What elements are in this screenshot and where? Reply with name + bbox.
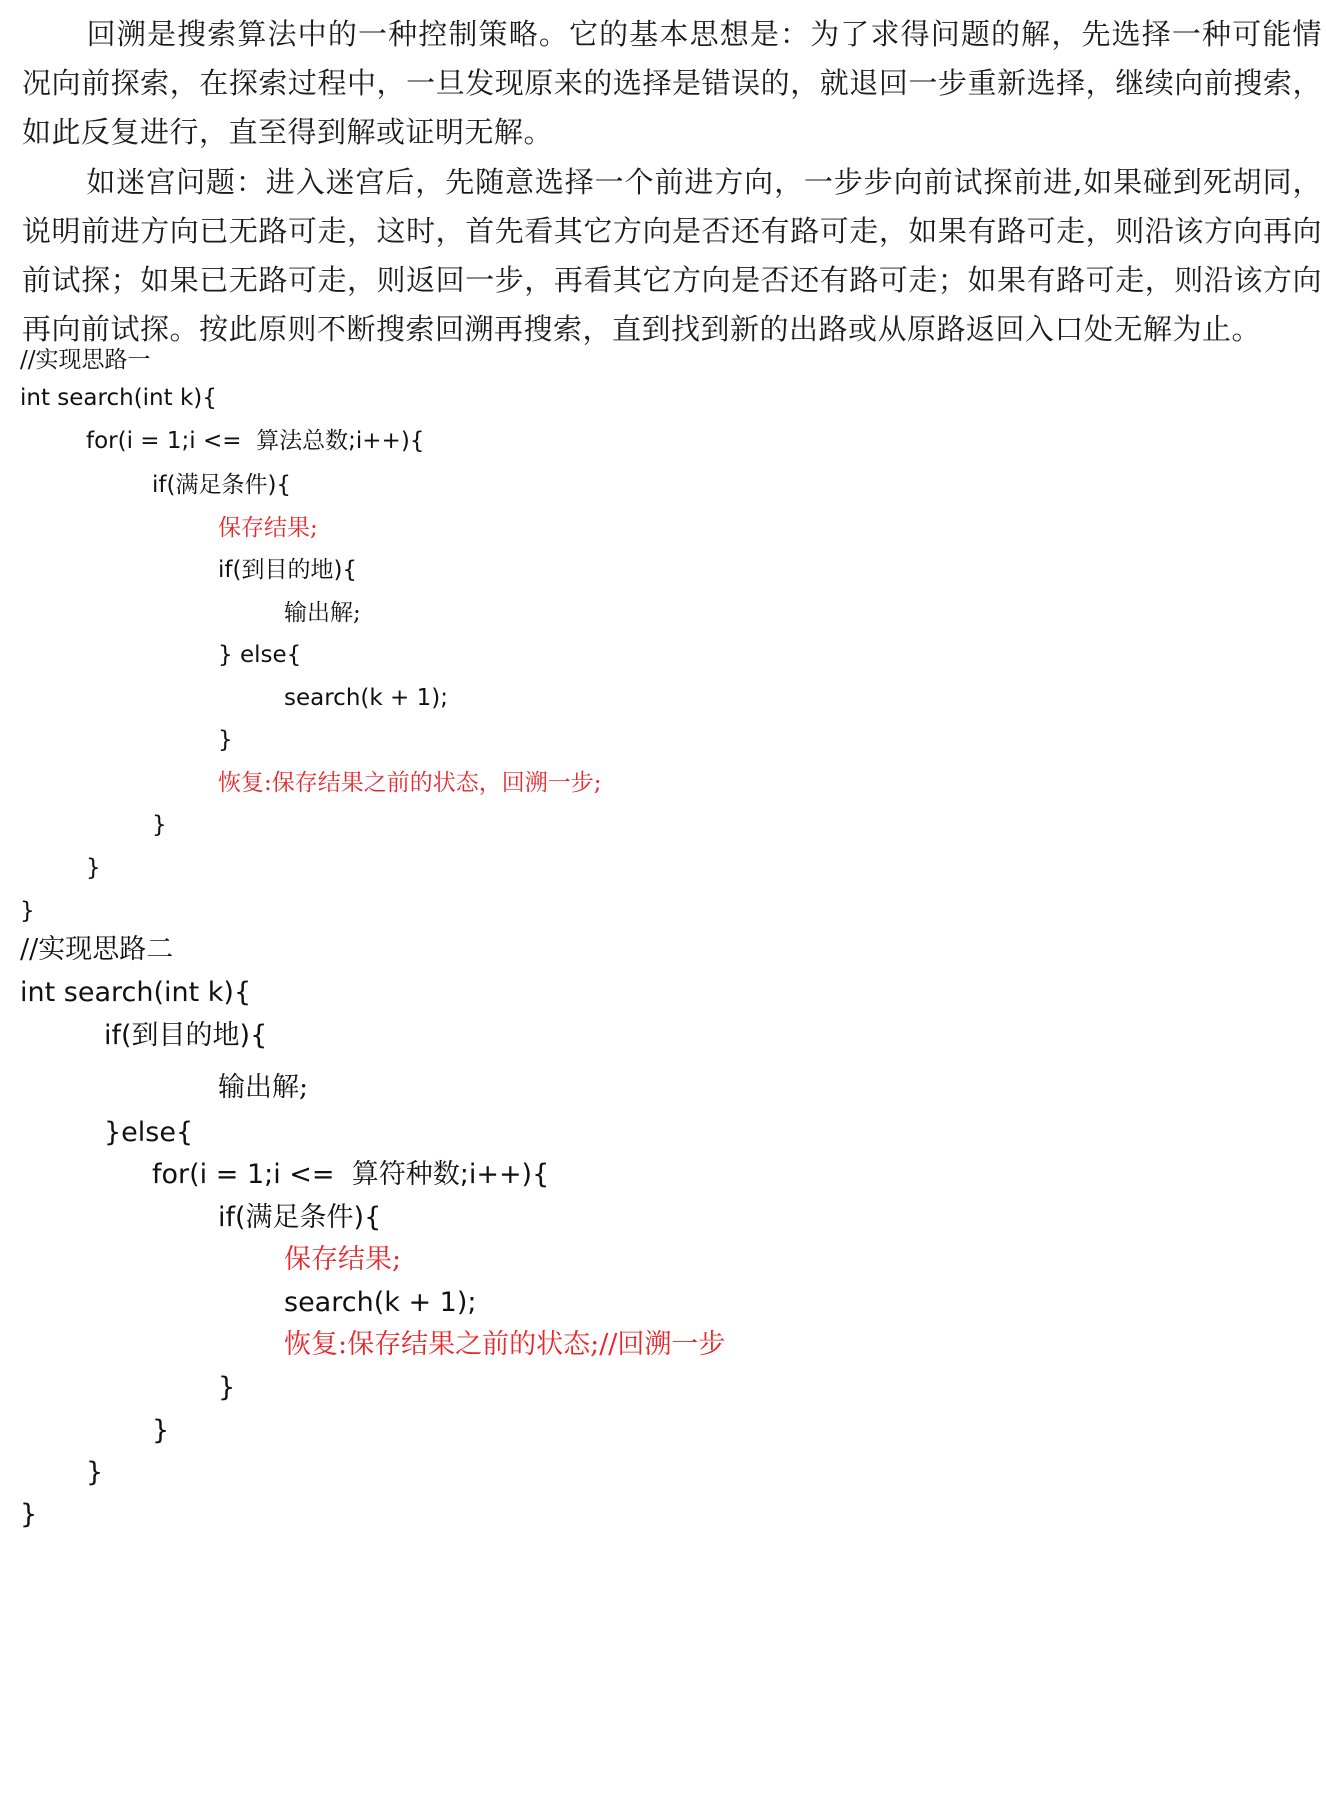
code-line: if(到目的地){ [104,1020,268,1051]
code-line: if(到目的地){ [218,557,358,583]
code-line: search(k + 1); [284,1287,477,1318]
code-line: int search(int k){ [20,385,217,411]
code-line: } [218,727,233,753]
code-line: for(i = 1;i <= 算法总数;i++){ [86,428,425,454]
code-line-highlight: 恢复:保存结果之前的状态;//回溯一步 [284,1329,726,1360]
code-line: } [20,1499,38,1530]
code-comment: //实现思路二 [20,934,174,965]
code-line: } [152,812,167,838]
code-line: 输出解; [218,1072,309,1103]
code-line: }else{ [104,1117,194,1148]
maze-paragraph-text: 如迷宫问题：进入迷宫后，先随意选择一个前进方向，一步步向前试探前进,如果碰到死胡同，说明前进方向已无路可走，这时，首先看其它方向是否还有路可走，如果有路可走，则沿该方向再向前试探；如果已无路可走，则返回一步，再看其它方向是否还有路可走；如果有路可走，则沿该方向再向前试探。按此原则不断搜索回溯再搜索，直到找到新的出路或从原路返回入口处无解为止。 [22,165,1322,346]
code-line: } else{ [218,642,302,668]
code-line: if(满足条件){ [152,472,292,498]
code-line: } [86,1457,104,1488]
code-line: 输出解; [284,600,361,626]
code-line: int search(int k){ [20,977,252,1008]
code-line-highlight: 保存结果; [284,1244,402,1275]
code-line: } [20,898,35,924]
code-line: } [86,855,101,881]
code-line: search(k + 1); [284,685,448,711]
code-line: } [152,1415,170,1446]
code-line: if(满足条件){ [218,1202,382,1233]
code-comment: //实现思路一 [20,347,151,373]
code-line-highlight: 恢复:保存结果之前的状态，回溯一步; [218,770,602,796]
code-line-highlight: 保存结果; [218,515,318,541]
intro-paragraph-text: 回溯是搜索算法中的一种控制策略。它的基本思想是：为了求得问题的解，先选择一种可能情况向前探索，在探索过程中，一旦发现原来的选择是错误的，就退回一步重新选择，继续向前搜索，如此反复进行，直至得到解或证明无解。 [22,17,1322,149]
code-line: for(i = 1;i <= 算符种数;i++){ [152,1159,550,1190]
code-line: } [218,1372,236,1403]
